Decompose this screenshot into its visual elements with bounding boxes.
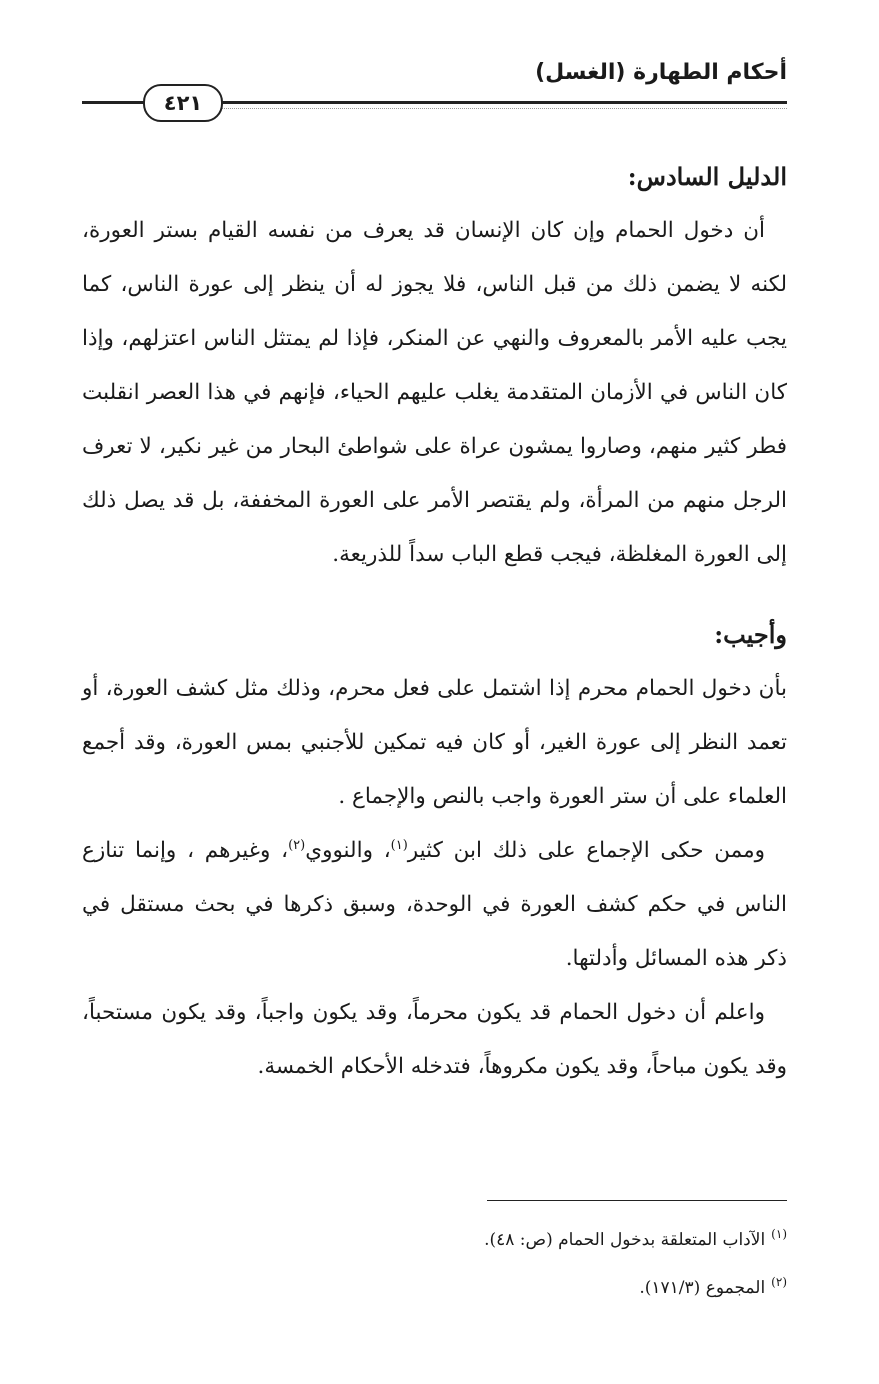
footnote-text: المجموع (١٧١/٣). [639, 1278, 766, 1298]
paragraph-consensus-text-2: ، والنووي [305, 838, 391, 863]
footnote-2 [82, 1264, 787, 1312]
section-gap [82, 582, 787, 608]
footnote-ref-1[interactable]: (١) [390, 837, 408, 853]
paragraph-sixth-evidence: أن دخول الحمام وإن كان الإنسان قد يعرف من نفسه القيام بستر العورة، لكنه لا يضمن ذلك من قبل الناس، فلا يجوز له أن ينظر إلى عورة الناس، كما يجب عليه الأمر بالمعروف والنهي عن المنكر، فإذا لم يمتثل الناس اعتزلهم، وإذا كان الناس في الأزمان المتقدمة يغلب عليهم الحياء، فإنهم في هذا العصر انقلبت فطر كثير منهم، وصاروا يمشون عراة على شواطئ البحار من غير نكير، لا تعرف الرجل منهم من المرأة، ولم يقتصر الأمر على العورة المخففة، بل قد يصل ذلك إلى العورة المغلظة، فيجب قطع الباب سداً للذريعة. [82, 218, 787, 567]
main-text [82, 150, 787, 1094]
paragraph-consensus-text-1: وممن حكى الإجماع على ذلك ابن كثير [407, 838, 765, 863]
footnote-text: الآداب المتعلقة بدخول الحمام (ص: ٤٨). [484, 1230, 766, 1250]
paragraph-answer: بأن دخول الحمام محرم إذا اشتمل على فعل محرم، وذلك مثل كشف العورة، أو تعمد النظر إلى عورة الغير، أو كان فيه تمكين للأجنبي بمس العورة، وقد أجمع العلماء على أن ستر العورة واجب بالنص والإجماع . [82, 676, 787, 809]
page-number [143, 84, 223, 122]
footnote-rule [487, 1200, 787, 1201]
section-heading-sixth-evidence: الدليل السادس: [627, 162, 787, 191]
footnote-number: (١) [771, 1227, 787, 1242]
page-number-value: ٤٢١ [163, 91, 203, 115]
footnote-ref-2[interactable]: (٢) [288, 837, 306, 853]
paragraph-consensus [82, 824, 787, 986]
header-rule-ornament [220, 108, 787, 109]
footnote-1 [82, 1216, 787, 1264]
paragraph-consensus-text-3: ، وغيرهم ، وإنما تنازع الناس في حكم كشف العورة في الوحدة، وسبق ذكرها في بحث مستقل في ذكر هذه المسائل وأدلتها. [82, 838, 787, 971]
footnote-number: (٢) [771, 1275, 787, 1290]
paragraph-five-rulings: واعلم أن دخول الحمام قد يكون محرماً، وقد يكون واجباً، وقد يكون مستحباً، وقد يكون مباحاً، وقد يكون مكروهاً، فتدخله الأحكام الخمسة. [82, 1000, 787, 1079]
section-heading-answer: وأجيب: [714, 620, 787, 649]
footnotes [82, 1216, 787, 1312]
running-title: أحكام الطهارة (الغسل) [535, 60, 787, 85]
